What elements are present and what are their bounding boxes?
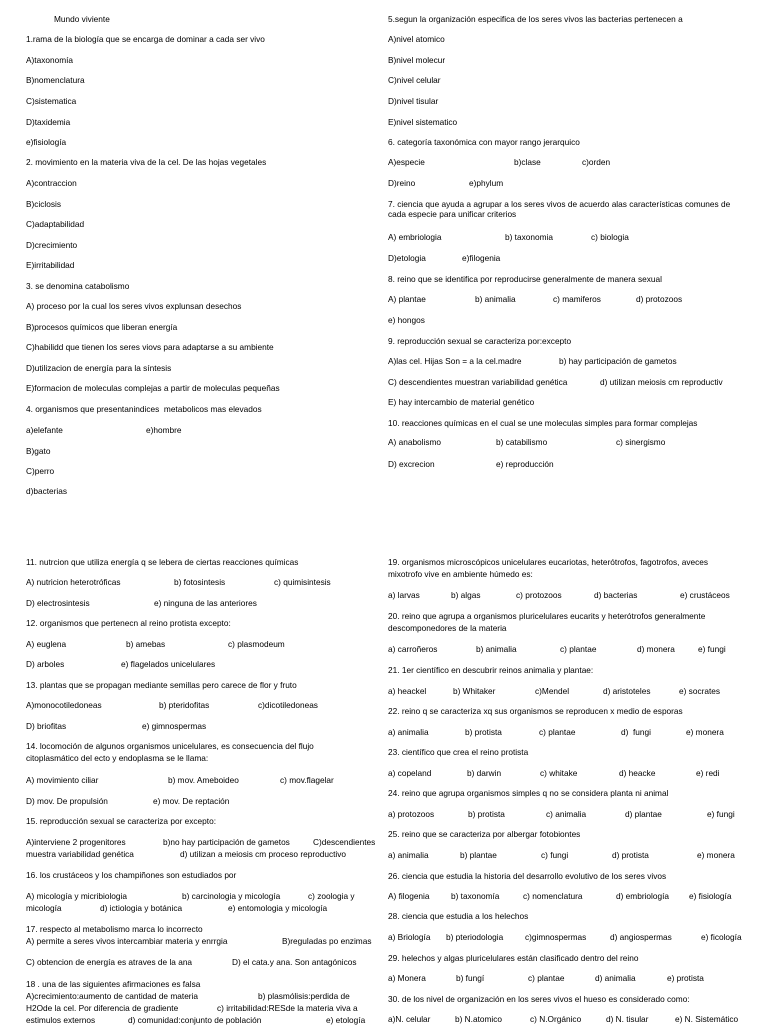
option: e) redi — [696, 768, 720, 778]
option: A)monocotiledoneas — [26, 700, 102, 710]
question-17: 17. respecto al metabolismo marca lo incorrecto — [26, 924, 203, 934]
option: b) amebas — [126, 639, 166, 649]
option: A)interviene 2 progenitores — [26, 837, 126, 847]
option: d) embriología — [616, 891, 670, 901]
question-20-cont: descomponedores de la materia — [388, 623, 507, 633]
question-28: 28. ciencia que estudia a los helechos — [388, 911, 529, 921]
option: A)nivel atomico — [388, 34, 445, 44]
option: b) animalia — [476, 644, 517, 654]
option: c) plantae — [539, 727, 576, 737]
option: D)reino — [388, 178, 416, 188]
question-16: 16. los crustáceos y los champiñones son estudiados por — [26, 870, 237, 880]
option: D) electrosintesis — [26, 598, 90, 608]
option: e)filogenia — [462, 253, 501, 263]
option: b) fungí — [456, 973, 485, 983]
question-19: 19. organismos microscópicos unicelulares eucariotas, heterótrofos, fagotrofos, aveces — [388, 557, 709, 567]
option: d) angiospermas — [610, 932, 672, 942]
option: E)formacion de moleculas complejas a partir de moleculas pequeñas — [26, 383, 280, 393]
option: c) whitake — [540, 768, 578, 778]
option: e) socrates — [679, 686, 721, 696]
option: c) plasmodeum — [228, 639, 285, 649]
question-7: 7. ciencia que ayuda a agrupar a los seres vivos de acuerdo alas características comunes de cada especie para unificar criterios — [388, 199, 731, 219]
question-30: 30. de los nivel de organización en los seres vivos el hueso es considerado como: — [388, 994, 690, 1004]
option: D)etologia — [388, 253, 426, 263]
option: b) catabilismo — [496, 437, 548, 447]
question-4: 4. organismos que presentanindices metabolicos mas elevados — [26, 404, 262, 414]
option: D)crecimiento — [26, 240, 78, 250]
question-10: 10. reacciones químicas en el cual se une moleculas simples para formar complejas — [388, 418, 698, 428]
option: b) animalia — [475, 294, 516, 304]
option: A) anabolismo — [388, 437, 442, 447]
option: d) utilizan meiosis cm reproductiv — [600, 377, 723, 387]
option: D) mov. De propulsión — [26, 796, 108, 806]
option: d) comunidad:conjunto de población — [128, 1015, 262, 1025]
option: b) plantae — [460, 850, 497, 860]
question-14-cont: citoplasmático del ecto y endoplasma se le llama: — [26, 753, 209, 763]
document-title: Mundo viviente — [54, 14, 110, 24]
question-15: 15. reproducción sexual se caracteriza por excepto: — [26, 816, 217, 826]
option: B)nomenclatura — [26, 75, 85, 85]
left-bottom-column — [26, 0, 381, 1024]
option: c) fungi — [541, 850, 569, 860]
option: e)fisiología — [26, 137, 67, 147]
option: d) utilizan a meiosis cm proceso reproductivo — [180, 849, 347, 859]
option: H2Ode la cel. Por diferencia de gradiente — [26, 1003, 179, 1013]
question-25: 25. reino que se caracteriza por albergar fotobiontes — [388, 829, 581, 839]
option: B)nivel molecur — [388, 55, 446, 65]
option: b) plasmólisis:perdida de — [258, 991, 350, 1001]
option: b) mov. Ameboideo — [168, 775, 239, 785]
option: c) irritabilidad:RESde la materia viva a — [217, 1003, 358, 1013]
question-24: 24. reino que agrupa organismos simples q no se considera planta ni animal — [388, 788, 669, 798]
option: c) plantae — [560, 644, 597, 654]
option: a)elefante — [26, 425, 63, 435]
question-23: 23. científico que crea el reino protista — [388, 747, 529, 757]
question-26: 26. ciencia que estudia la historia del desarrollo evolutivo de los seres vivos — [388, 871, 667, 881]
option: e) flagelados unicelulares — [121, 659, 216, 669]
question-29: 29. helechos y algas pluricelulares están clasificado dentro del reino — [388, 953, 639, 963]
option: d) fungi — [621, 727, 651, 737]
option: A) micología y micribiologia — [26, 891, 127, 901]
option: muestra variabilidad genética — [26, 849, 134, 859]
option: D)taxidemia — [26, 117, 71, 127]
option: A)las cel. Hijas Son = a la cel.madre — [388, 356, 522, 366]
option: b)clase — [514, 157, 541, 167]
option: b) algas — [451, 590, 481, 600]
option: c) animalia — [546, 809, 587, 819]
option: A) euglena — [26, 639, 67, 649]
option: e) mov. De reptación — [153, 796, 230, 806]
option: B)ciclosis — [26, 199, 62, 209]
option: d) ictiologia y botánica — [100, 903, 183, 913]
question-12: 12. organismos que pertenecn al reino protista excepto: — [26, 618, 231, 628]
option: b) Whitaker — [453, 686, 496, 696]
option: b)no hay participación de gametos — [163, 837, 290, 847]
option: c) sinergismo — [616, 437, 666, 447]
right-bottom-column — [388, 0, 760, 1024]
option: c) N.Orgánico — [530, 1014, 582, 1024]
option: C)perro — [26, 466, 55, 476]
option: a) Monera — [388, 973, 426, 983]
option: A)taxonomía — [26, 55, 74, 65]
option: e) crustáceos — [680, 590, 730, 600]
option: c) nomenclatura — [523, 891, 583, 901]
option: D) arboles — [26, 659, 65, 669]
question-5: 5.segun la organización especifica de los seres vivos las bacterias pertenecen a — [388, 14, 683, 24]
option: e) fisiología — [689, 891, 732, 901]
option: c) mamiferos — [553, 294, 601, 304]
option: e) N. Sistemático — [675, 1014, 739, 1024]
option: e) monera — [697, 850, 735, 860]
option: e)phylum — [469, 178, 504, 188]
option: a)N. celular — [388, 1014, 431, 1024]
option: estimulos externos — [26, 1015, 96, 1025]
option: d) plantae — [625, 809, 662, 819]
option: d) protista — [612, 850, 649, 860]
option: c)orden — [582, 157, 611, 167]
option: b) N.atomico — [455, 1014, 503, 1024]
option: c)Mendel — [535, 686, 570, 696]
option: e) reproducción — [496, 459, 554, 469]
option: e) etología — [326, 1015, 366, 1025]
option: a) carroñeros — [388, 644, 438, 654]
option: B)procesos químicos que liberan energía — [26, 322, 178, 332]
option: D) excrecion — [388, 459, 435, 469]
option: B)gato — [26, 446, 51, 456]
option: c) zoologia y — [308, 891, 355, 901]
option: a) animalia — [388, 727, 429, 737]
option: A)especie — [388, 157, 425, 167]
option: C) descendientes muestran variabilidad genética — [388, 377, 568, 387]
option: b) protista — [465, 727, 502, 737]
option: c)dicotiledoneas — [258, 700, 318, 710]
option: D)nivel tisular — [388, 96, 439, 106]
question-14: 14. locomoción de algunos organismos unicelulares, es consecuencia del flujo — [26, 741, 314, 751]
option: e) protista — [667, 973, 704, 983]
question-3: 3. se denomina catabolismo — [26, 281, 130, 291]
option: c) biologia — [591, 232, 629, 242]
option: C) obtencion de energía es atraves de la ana — [26, 957, 193, 967]
option: c) protozoos — [516, 590, 562, 600]
option: a) heackel — [388, 686, 427, 696]
option: e) gimnospermas — [142, 721, 207, 731]
question-6: 6. categoría taxonómica con mayor rango jerarquico — [388, 137, 580, 147]
option: d) N. tisular — [606, 1014, 649, 1024]
option: A) movimiento ciliar — [26, 775, 99, 785]
option: d) monera — [637, 644, 675, 654]
question-9: 9. reproducción sexual se caracteriza por:excepto — [388, 336, 572, 346]
option: E) hay intercambio de material genético — [388, 397, 535, 407]
option: c) plantae — [528, 973, 565, 983]
question-11: 11. nutrcion que utiliza energía q se lebera de ciertas reacciones químicas — [26, 557, 299, 567]
option: e) entomologia y micología — [228, 903, 328, 913]
option: b) taxonomía — [451, 891, 500, 901]
option: D) briofitas — [26, 721, 67, 731]
option: e) hongos — [388, 315, 425, 325]
option: c) quimisintesis — [274, 577, 331, 587]
option: A) filogenia — [388, 891, 430, 901]
option: c) mov.flagelar — [280, 775, 334, 785]
option: b) pteriodologia — [446, 932, 504, 942]
option: A) plantae — [388, 294, 426, 304]
option: d) aristoteles — [603, 686, 651, 696]
option: d) bacterias — [594, 590, 638, 600]
option: A) permite a seres vivos intercambiar materia y enrrgia — [26, 936, 228, 946]
option: b) fotosintesis — [174, 577, 226, 587]
option: A) embriologia — [388, 232, 442, 242]
question-18: 18 . una de las siguientes afirmaciones es falsa — [26, 979, 201, 989]
question-1: 1.rama de la biología que se encarga de dominar a cada ser vivo — [26, 34, 265, 44]
option: b) pteridofitas — [159, 700, 210, 710]
option: micología — [26, 903, 62, 913]
question-8: 8. reino que se identifica por reproducirse generalmente de manera sexual — [388, 274, 662, 284]
option: C)habilidd que tienen los seres viovs para adaptarse a su ambiente — [26, 342, 274, 352]
option: E)irritabilidad — [26, 260, 75, 270]
option: E)nivel sistematico — [388, 117, 458, 127]
option: b) darwin — [467, 768, 502, 778]
option: C)adaptabilidad — [26, 219, 85, 229]
option: D) el cata.y ana. Son antagónicos — [232, 957, 357, 967]
option: b) taxonomia — [505, 232, 553, 242]
option: e) fungi — [698, 644, 726, 654]
option: A)crecimiento:aumento de cantidad de materia — [26, 991, 199, 1001]
question-2: 2. movimiento en la materia viva de la cel. De las hojas vegetales — [26, 157, 267, 167]
question-19-cont: mixotrofo vive en ambiente húmedo es: — [388, 569, 533, 579]
option: b) hay participación de gametos — [559, 356, 677, 366]
option: A)contraccion — [26, 178, 77, 188]
option: C)nivel celular — [388, 75, 441, 85]
option: B)reguladas po enzimas — [282, 936, 372, 946]
question-21: 21. 1er científico en descubrir reinos animalia y plantae: — [388, 665, 594, 675]
option: e)hombre — [146, 425, 182, 435]
option: a) protozoos — [388, 809, 435, 819]
option: b) protista — [468, 809, 505, 819]
option: d)bacterias — [26, 486, 68, 496]
option: e) ficología — [701, 932, 742, 942]
option: C)sistematica — [26, 96, 77, 106]
question-13: 13. plantas que se propagan mediante semillas pero carece de flor y fruto — [26, 680, 297, 690]
option: a) animalia — [388, 850, 429, 860]
option: b) carcinologia y micología — [182, 891, 281, 901]
option: D)utilizacion de energía para la síntesis — [26, 363, 172, 373]
option: c)gimnospermas — [525, 932, 587, 942]
option: d) protozoos — [636, 294, 683, 304]
option: A) nutricion heterotróficas — [26, 577, 121, 587]
question-22: 22. reino q se caracteriza xq sus organismos se reproducen x medio de esporas — [388, 706, 683, 716]
option: e) fungi — [707, 809, 735, 819]
option: a) copeland — [388, 768, 432, 778]
option: a) larvas — [388, 590, 420, 600]
option: e) monera — [686, 727, 724, 737]
question-20: 20. reino que agrupa a organismos pluricelulares eucarits y heterótrofos generalmente — [388, 611, 706, 621]
option: a) Briología — [388, 932, 431, 942]
option: A) proceso por la cual los seres vivos explunsan desechos — [26, 301, 242, 311]
option: e) ninguna de las anteriores — [154, 598, 257, 608]
option: d) heacke — [619, 768, 656, 778]
option: d) animalia — [595, 973, 636, 983]
option: C)descendientes — [313, 837, 376, 847]
